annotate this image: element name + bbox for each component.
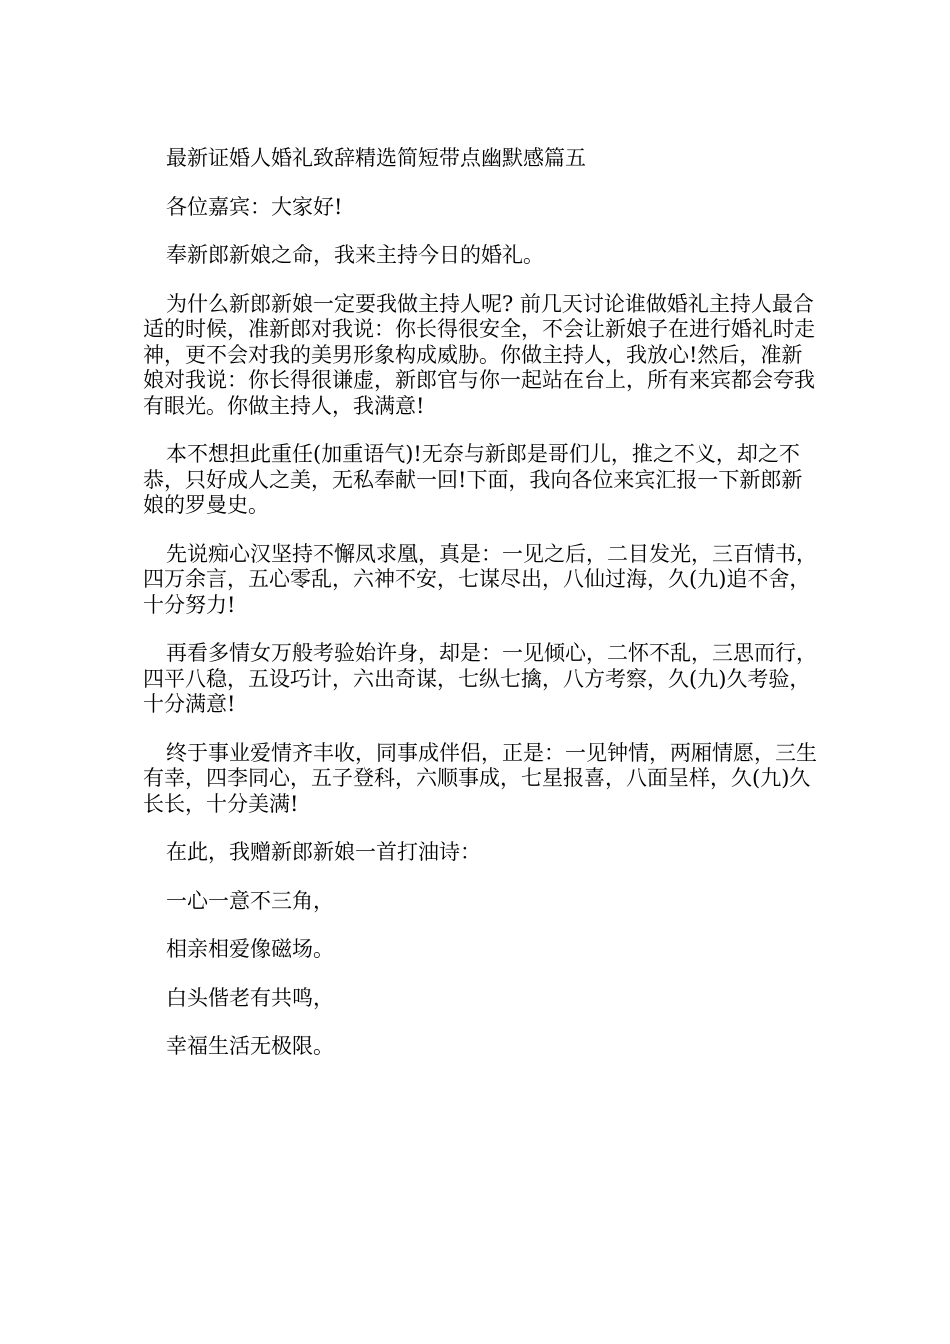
document-page — [143, 146, 823, 1083]
intro-paragraph: 奉新郎新娘之命，我来主持今日的婚礼。 — [166, 243, 544, 267]
body-paragraph-groom: 先说痴心汉坚持不懈凤求凰，真是：一见之后，二目发光，三百情书，四万余言，五心零乱，六神不安，七谋尽出，八仙过海，久(九)追不舍，十分努力! — [143, 541, 817, 617]
poem-line-3: 白头偕老有共鸣， — [166, 985, 334, 1010]
poem-line-2: 相亲相爱像磁场。 — [166, 937, 334, 961]
body-paragraph-bride: 再看多情女万般考验始许身，却是：一见倾心，二怀不乱，三思而行，四平八稳，五设巧计，六出奇谋，七纵七擒，八方考察，久(九)久考验，十分满意! — [143, 641, 817, 716]
document-title: 最新证婚人婚礼致辞精选简短带点幽默感篇五 — [166, 146, 586, 170]
greeting-paragraph: 各位嘉宾：大家好! — [166, 194, 343, 219]
poem-line-4: 幸福生活无极限。 — [166, 1034, 334, 1058]
body-paragraph-harvest: 终于事业爱情齐丰收，同事成伴侣，正是：一见钟情，两厢情愿，三生有幸，四李同心，五子登科，六顺事成，七星报喜，八面呈样，久(九)久长长，十分美满! — [143, 740, 817, 816]
body-paragraph-host: 为什么新郎新娘一定要我做主持人呢? 前几天讨论谁做婚礼主持人最合适的时候，准新郎对我说：你长得很安全，不会让新娘子在进行婚礼时走神，更不会对我的美男形象构成威胁。你做主持人，我放心!然后，准新娘对我说：你长得很谦虚，新郎官与你一起站在台上，所有来宾都会夸我有眼光。你做主持人，我满意! — [143, 291, 815, 418]
poem-intro-paragraph: 在此，我赠新郎新娘一首打油诗： — [166, 840, 481, 864]
body-paragraph-duty: 本不想担此重任(加重语气)!无奈与新郎是哥们儿，推之不义，却之不恭，只好成人之美，无私奉献一回!下面，我向各位来宾汇报一下新郎新娘的罗曼史。 — [143, 442, 803, 517]
poem-line-1: 一心一意不三角， — [166, 888, 334, 913]
